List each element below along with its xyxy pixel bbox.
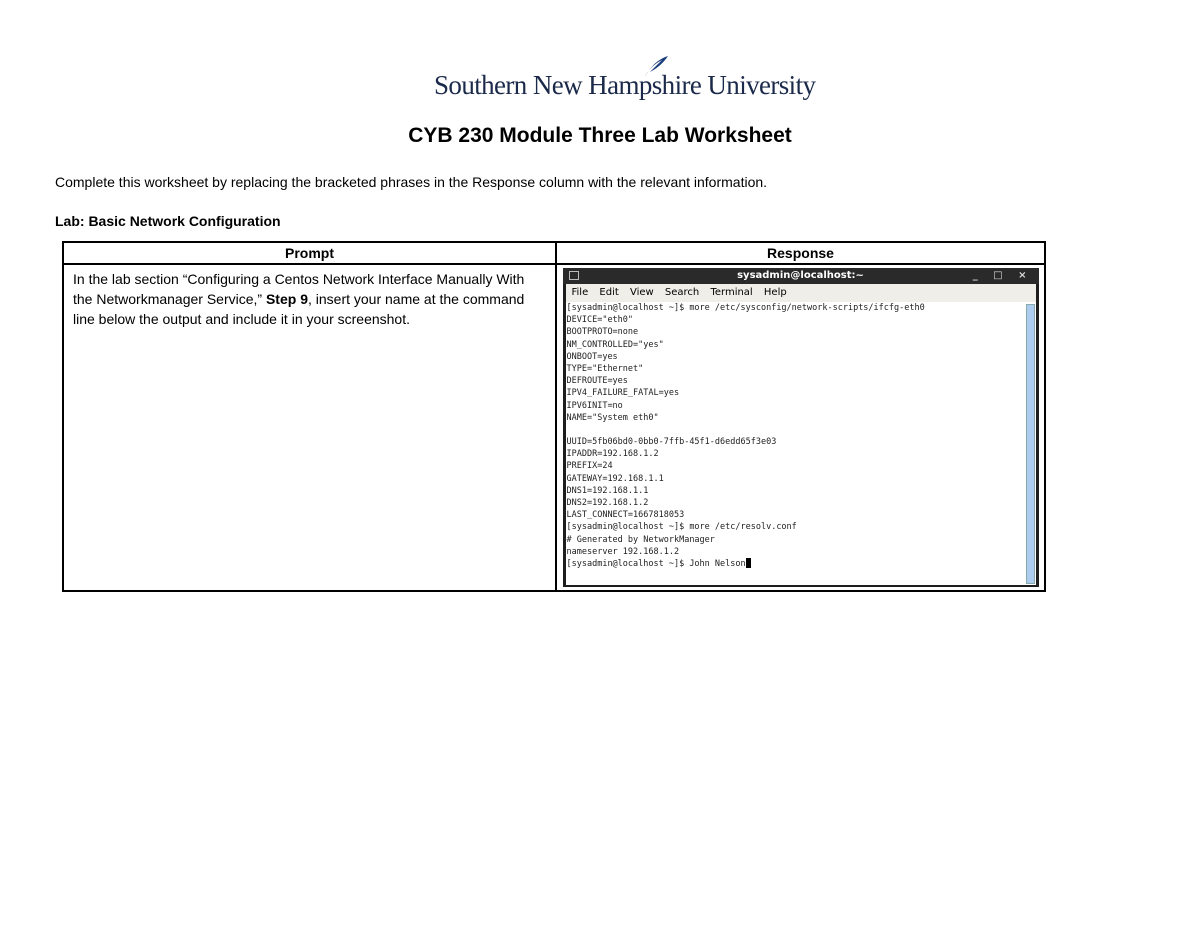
terminal-line: DEVICE="eth0" — [566, 315, 634, 326]
terminal-line: TYPE="Ethernet" — [566, 363, 644, 374]
prompt-cell — [63, 264, 556, 591]
snhu-logo — [434, 54, 816, 104]
terminal-line: PREFIX=24 — [566, 461, 613, 472]
terminal-line — [567, 424, 1018, 436]
terminal-cursor — [746, 558, 751, 568]
menu-search: Search — [664, 287, 700, 298]
worksheet-table — [62, 241, 1046, 592]
page-title: CYB 230 Module Three Lab Worksheet — [408, 124, 792, 147]
lab-heading: Lab: Basic Network Configuration — [55, 213, 281, 229]
response-cell — [556, 264, 1045, 591]
terminal-line: [sysadmin@localhost ~]$ more /etc/sysconfig/network-scripts/ifcfg-eth0 — [566, 303, 925, 313]
terminal-line: [sysadmin@localhost ~]$ John Nelson — [567, 558, 1018, 570]
window-buttons: _ □ × — [972, 270, 1033, 281]
menu-terminal: Terminal — [710, 287, 753, 298]
prompt-step: Step 9 — [265, 291, 308, 307]
table-header-row — [63, 242, 1045, 264]
terminal-line: LAST_CONNECT=1667818053 — [566, 510, 685, 521]
terminal-line: DNS2=192.168.1.2 — [566, 498, 649, 508]
terminal-line: IPADDR=192.168.1.2 — [566, 449, 659, 460]
prompt-text: In the lab section “Configuring a Centos Network Interface Manually With the Networkmanager Service,” — [73, 271, 525, 307]
terminal-line: IPV6INIT=no — [566, 400, 623, 411]
intro-text: Complete this worksheet by replacing the bracketed phrases in the Response column with the relevant information. — [55, 174, 768, 190]
terminal-line: NAME="System eth0" — [566, 412, 659, 423]
terminal-line: IPV4_FAILURE_FATAL=yes — [566, 388, 680, 399]
menu-help: Help — [763, 287, 787, 298]
terminal-line: nameserver 192.168.1.2 — [566, 546, 680, 557]
terminal-line: DEFROUTE=yes — [566, 376, 628, 387]
terminal-line: # Generated by NetworkManager — [566, 534, 715, 545]
terminal-line: NM_CONTROLLED="yes" — [566, 339, 664, 350]
menu-view: View — [629, 287, 654, 298]
prompt-header: Prompt — [63, 242, 556, 264]
terminal-line: GATEWAY=192.168.1.1 — [566, 473, 664, 484]
terminal-line: DNS1=192.168.1.1 — [566, 485, 649, 496]
terminal-line: UUID=5fb06bd0-0bb0-7ffb-45f1-d6edd65f3e03 — [566, 437, 777, 448]
terminal-scrollbar — [1026, 304, 1035, 584]
feather-icon — [642, 54, 670, 80]
terminal-line: BOOTPROTO=none — [566, 327, 639, 338]
logo-wordmark: Southern New Hampshire University — [434, 70, 816, 100]
table-row — [63, 264, 1045, 591]
menu-file: File — [571, 287, 589, 298]
terminal-output — [566, 302, 1036, 585]
terminal-menu-icon — [569, 271, 579, 280]
terminal-title: sysadmin@localhost:~ — [737, 270, 864, 281]
terminal-line: ONBOOT=yes — [566, 351, 618, 362]
terminal-screenshot — [563, 268, 1039, 587]
response-header: Response — [556, 242, 1045, 264]
menu-edit: Edit — [599, 287, 619, 298]
terminal-menubar — [566, 284, 1036, 302]
prompt-text-end: , insert your name at the command line below the output and include it in your screenshot. — [73, 291, 525, 327]
terminal-titlebar — [563, 268, 1039, 284]
terminal-line: [sysadmin@localhost ~]$ more /etc/resolv.conf — [566, 522, 797, 533]
